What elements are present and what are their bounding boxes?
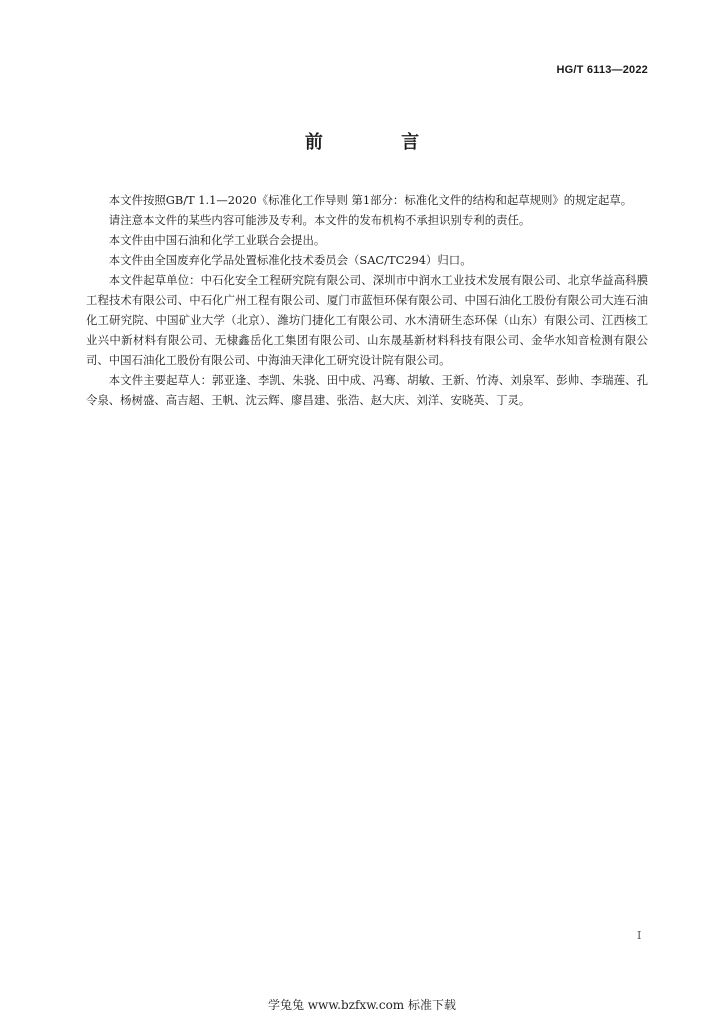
paragraph-patent-notice: 请注意本文件的某些内容可能涉及专利。本文件的发布机构不承担识别专利的责任。 — [108, 213, 531, 227]
paragraph-drafting-units: 本文件起草单位：中石化安全工程研究院有限公司、深圳市中润水工业技术发展有限公司、北京华益高科膜工程技术有限公司、中石化广州工程有限公司、厦门市蓝恒环保有限公司、中国石油化工股份有限公司大连石油化工研究院、中国矿业大学（北京）、潍坊门捷化工有限公司、水木清研生态环保（山东）有限公司、江西核工业兴中新材料有限公司、无棣鑫岳化工集团有限公司、山东晟基新材料科技有限公司、金华水知音检测有限公司、中国石油化工股份有限公司、中海油天津化工研究设计院有限公司。 — [86, 273, 648, 367]
page-title: 前 言 — [304, 132, 456, 153]
paragraph-drafters: 本文件主要起草人：郭亚逢、李凯、朱骁、田中成、冯骞、胡敏、王新、竹涛、刘泉军、彭帅、李瑞莲、孔令泉、杨树盛、高吉超、王帆、沈云辉、廖昌建、张浩、赵大庆、刘洋、安晓英、丁灵。 — [86, 373, 648, 407]
paragraph-drafting-rules: 本文件按照GB/T 1.1—2020《标准化工作导则 第1部分：标准化文件的结构和起草规则》的规定起草。 — [108, 193, 633, 207]
page-number: I — [637, 929, 642, 942]
standard-code: HG/T 6113—2022 — [556, 64, 648, 76]
paragraph-committee: 本文件由全国废弃化学品处置标准化技术委员会（SAC/TC294）归口。 — [108, 253, 472, 267]
paragraph-proposer: 本文件由中国石油和化学工业联合会提出。 — [108, 233, 326, 247]
foreword-body — [86, 190, 648, 410]
footer-watermark: 学兔兔 www.bzfxw.com 标准下载 — [267, 998, 457, 1012]
